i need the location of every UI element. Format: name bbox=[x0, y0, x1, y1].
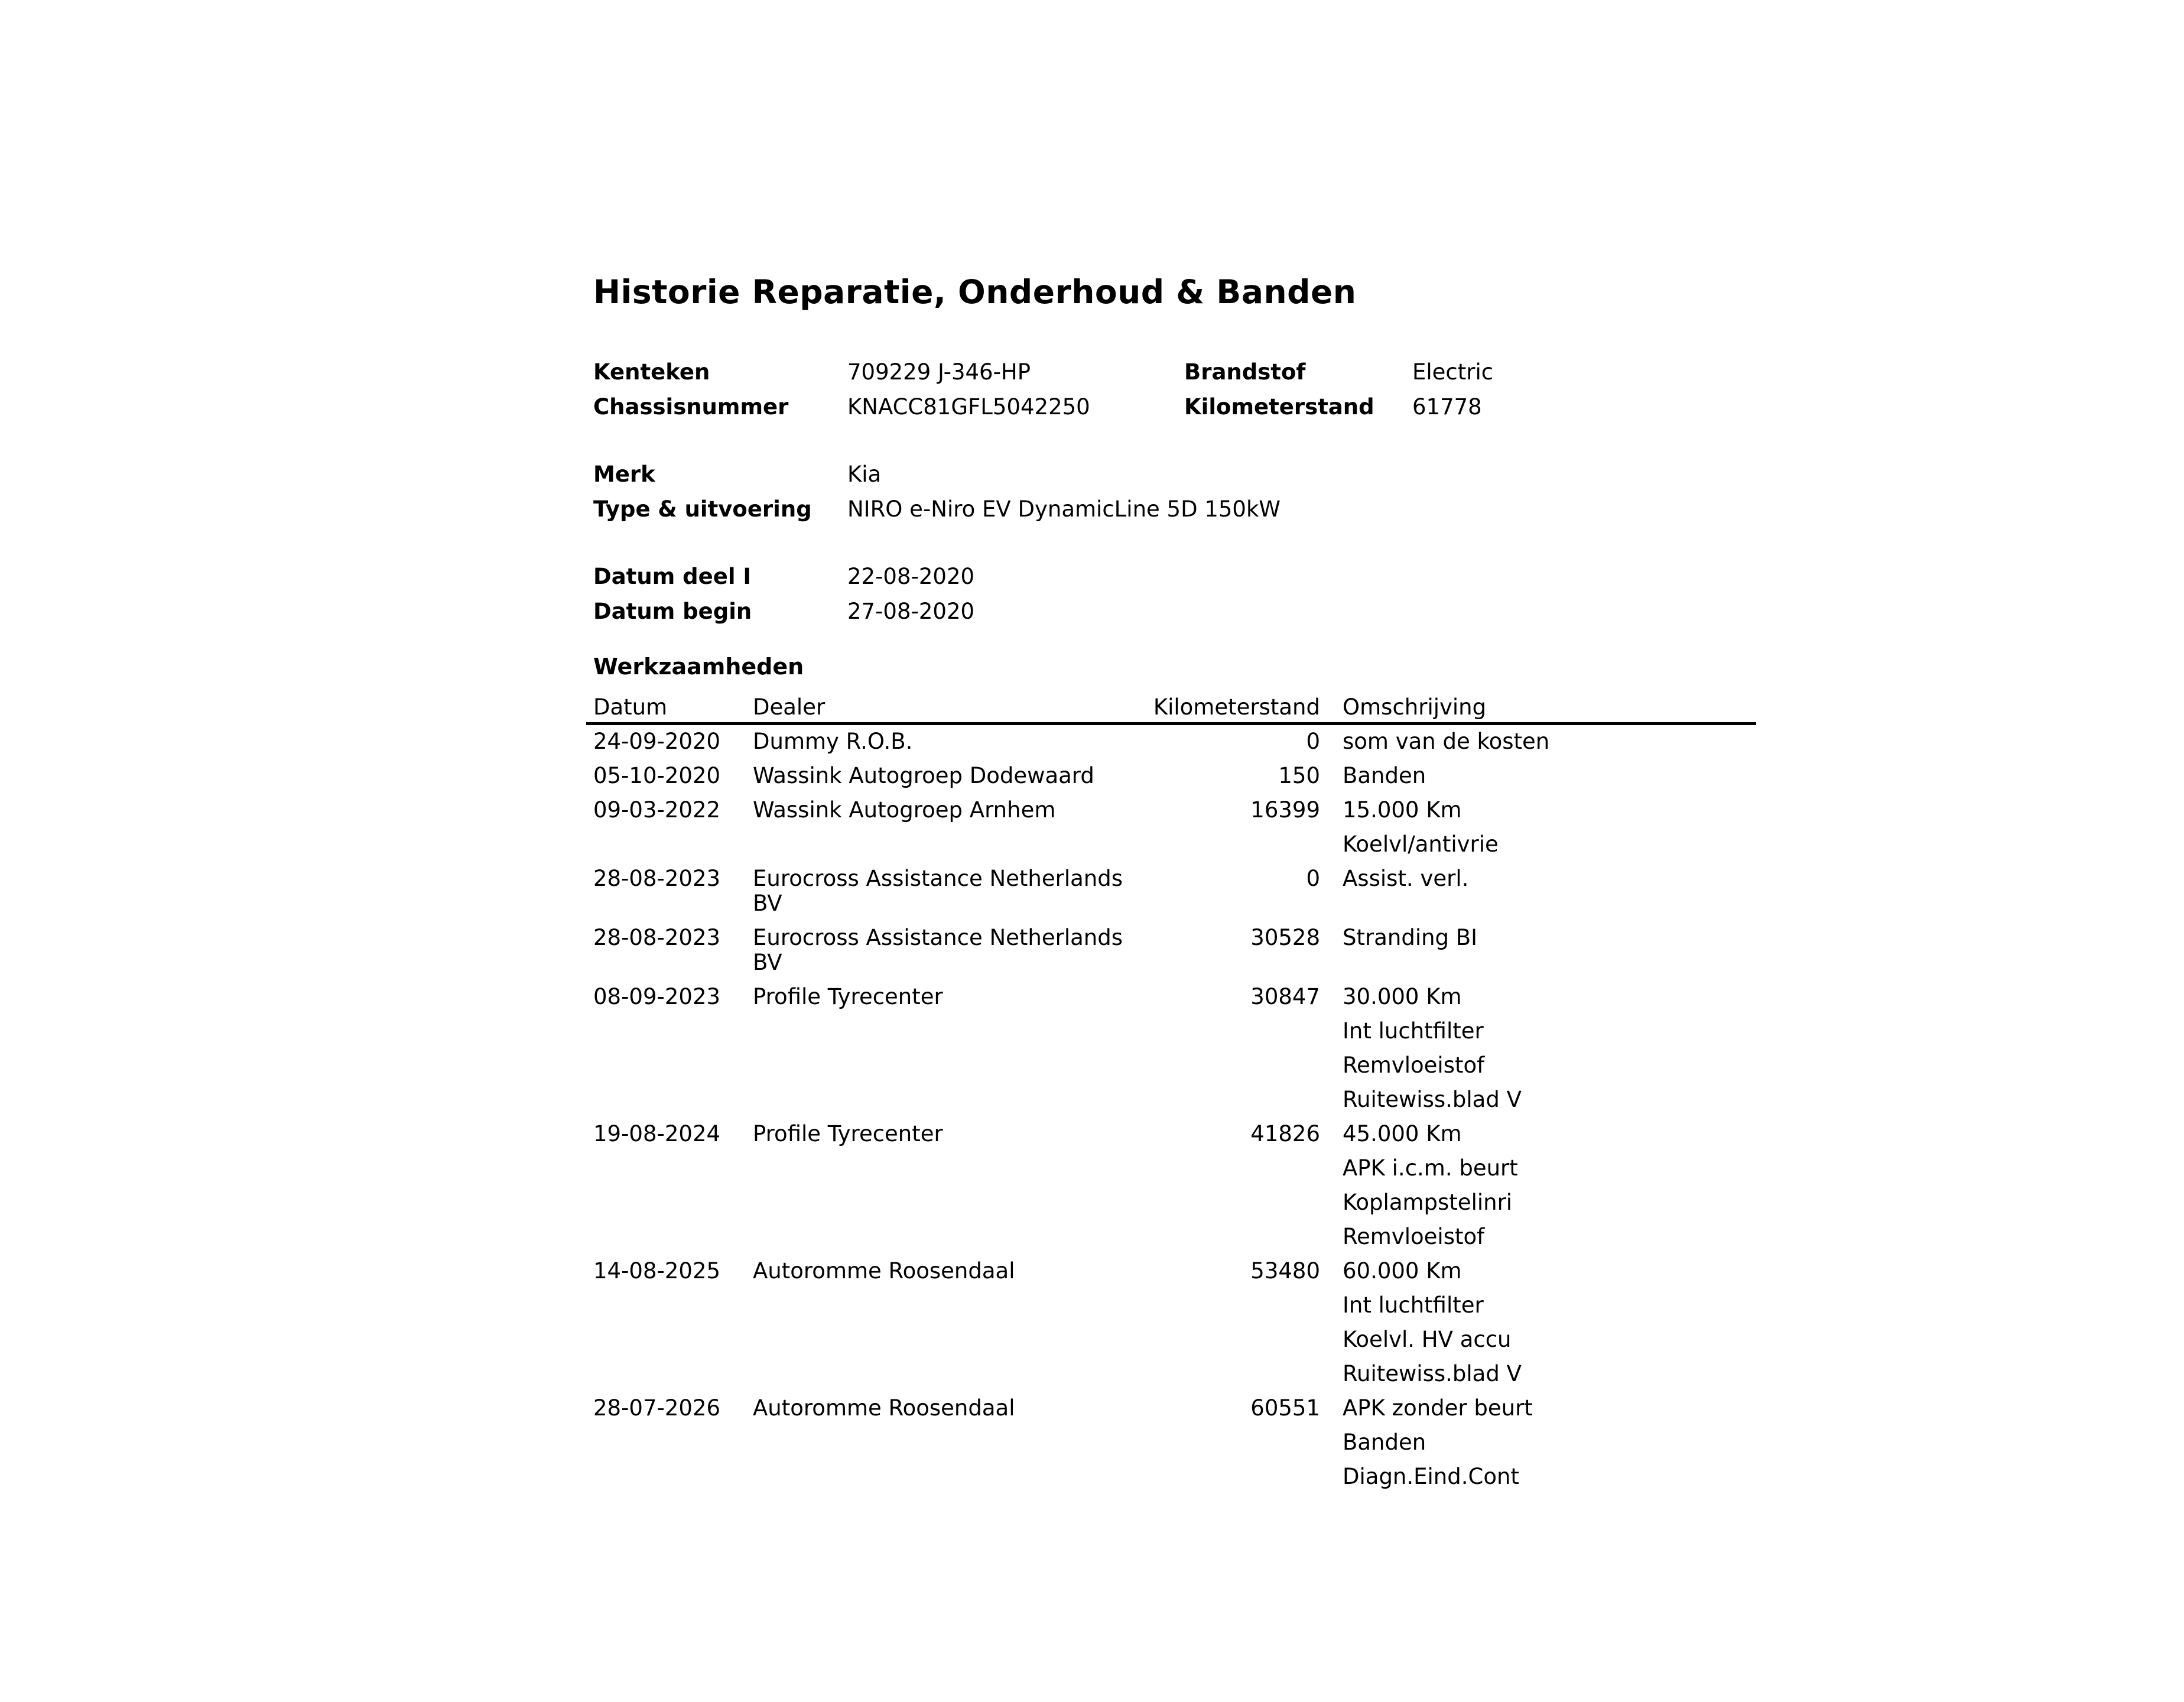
row-dealer: Dummy R.O.B. bbox=[753, 729, 913, 754]
row-dealer: Autoromme Roosendaal bbox=[753, 1395, 1015, 1421]
kenteken-label: Kenteken bbox=[593, 359, 710, 385]
omschrijving-line: Remvloeistof bbox=[1343, 1053, 1485, 1078]
row-datum: 28-08-2023 bbox=[593, 866, 721, 891]
row-datum: 08-09-2023 bbox=[593, 984, 721, 1009]
kilometerstand-label: Kilometerstand bbox=[1184, 394, 1374, 420]
row-dealer: Profile Tyrecenter bbox=[753, 984, 943, 1009]
brandstof-value: Electric bbox=[1412, 359, 1494, 385]
table-row bbox=[593, 727, 1763, 761]
row-datum: 28-08-2023 bbox=[593, 925, 721, 950]
omschrijving-line: Koelvl. HV accu bbox=[1343, 1327, 1512, 1352]
row-omschrijving bbox=[1343, 923, 1756, 957]
row-omschrijving bbox=[1343, 795, 1756, 864]
omschrijving-line: APK i.c.m. beurt bbox=[1343, 1155, 1518, 1181]
row-dealer: Eurocross Assistance Netherlands BV bbox=[753, 925, 1123, 975]
row-kilometerstand: 150 bbox=[1278, 763, 1320, 788]
werkzaamheden-table bbox=[593, 727, 1763, 1496]
row-kilometerstand: 30847 bbox=[1250, 984, 1320, 1009]
row-omschrijving bbox=[1343, 1394, 1756, 1496]
table-row bbox=[593, 1394, 1763, 1496]
row-kilometerstand: 60551 bbox=[1250, 1395, 1320, 1421]
omschrijving-line: Assist. verl. bbox=[1343, 866, 1469, 891]
row-dealer: Wassink Autogroep Dodewaard bbox=[753, 763, 1094, 788]
werkzaamheden-title: Werkzaamheden bbox=[593, 654, 804, 680]
row-datum: 09-03-2022 bbox=[593, 797, 721, 823]
omschrijving-line: Banden bbox=[1343, 1430, 1426, 1455]
type-label: Type & uitvoering bbox=[593, 496, 812, 522]
omschrijving-line: Koplampstelinri bbox=[1343, 1190, 1513, 1215]
kilometerstand-value: 61778 bbox=[1412, 394, 1482, 420]
omschrijving-line: Int luchtfilter bbox=[1343, 1292, 1484, 1318]
row-dealer: Profile Tyrecenter bbox=[753, 1121, 943, 1146]
row-dealer: Eurocross Assistance Netherlands BV bbox=[753, 866, 1123, 916]
row-kilometerstand: 0 bbox=[1306, 729, 1320, 754]
omschrijving-line: Banden bbox=[1343, 763, 1426, 788]
kenteken-value: 709229 J-346-HP bbox=[847, 359, 1031, 385]
datum-deel-value: 22-08-2020 bbox=[847, 564, 975, 589]
table-row bbox=[593, 795, 1763, 864]
omschrijving-line: 60.000 Km bbox=[1343, 1258, 1462, 1284]
row-kilometerstand: 30528 bbox=[1250, 925, 1320, 950]
table-row bbox=[593, 1119, 1763, 1256]
header-divider bbox=[586, 722, 1756, 725]
document-page bbox=[593, 0, 1775, 1702]
row-datum: 05-10-2020 bbox=[593, 763, 721, 788]
row-datum: 14-08-2025 bbox=[593, 1258, 721, 1284]
omschrijving-line: 45.000 Km bbox=[1343, 1121, 1462, 1146]
header-omschrijving: Omschrijving bbox=[1343, 694, 1487, 720]
table-row bbox=[593, 1256, 1763, 1394]
omschrijving-line: 15.000 Km bbox=[1343, 797, 1462, 823]
table-header bbox=[593, 693, 1763, 722]
header-datum: Datum bbox=[593, 694, 668, 720]
table-row bbox=[593, 923, 1763, 982]
row-omschrijving bbox=[1343, 1256, 1756, 1394]
row-kilometerstand: 41826 bbox=[1250, 1121, 1320, 1146]
header-kilometerstand: Kilometerstand bbox=[1153, 694, 1320, 720]
row-omschrijving bbox=[1343, 1119, 1756, 1256]
merk-label: Merk bbox=[593, 462, 655, 487]
table-row bbox=[593, 761, 1763, 795]
table-row bbox=[593, 982, 1763, 1119]
omschrijving-line: Koelvl/antivrie bbox=[1343, 831, 1499, 857]
omschrijving-line: Stranding BI bbox=[1343, 925, 1478, 950]
header-dealer: Dealer bbox=[753, 694, 826, 720]
row-omschrijving bbox=[1343, 864, 1756, 898]
chassisnummer-label: Chassisnummer bbox=[593, 394, 789, 420]
row-datum: 28-07-2026 bbox=[593, 1395, 721, 1421]
brandstof-label: Brandstof bbox=[1184, 359, 1306, 385]
row-datum: 19-08-2024 bbox=[593, 1121, 721, 1146]
datum-begin-label: Datum begin bbox=[593, 599, 752, 624]
row-datum: 24-09-2020 bbox=[593, 729, 721, 754]
omschrijving-line: Ruitewiss.blad V bbox=[1343, 1087, 1522, 1112]
row-omschrijving bbox=[1343, 982, 1756, 1119]
row-omschrijving bbox=[1343, 761, 1756, 795]
row-omschrijving bbox=[1343, 727, 1756, 761]
row-dealer: Autoromme Roosendaal bbox=[753, 1258, 1015, 1284]
omschrijving-line: APK zonder beurt bbox=[1343, 1395, 1533, 1421]
omschrijving-line: 30.000 Km bbox=[1343, 984, 1462, 1009]
row-kilometerstand: 0 bbox=[1306, 866, 1320, 891]
row-dealer: Wassink Autogroep Arnhem bbox=[753, 797, 1056, 823]
row-kilometerstand: 53480 bbox=[1250, 1258, 1320, 1284]
datum-begin-value: 27-08-2020 bbox=[847, 599, 975, 624]
omschrijving-line: Int luchtfilter bbox=[1343, 1018, 1484, 1044]
omschrijving-line: Ruitewiss.blad V bbox=[1343, 1361, 1522, 1386]
type-value: NIRO e-Niro EV DynamicLine 5D 150kW bbox=[847, 496, 1280, 522]
datum-deel-label: Datum deel I bbox=[593, 564, 752, 589]
row-kilometerstand: 16399 bbox=[1250, 797, 1320, 823]
chassisnummer-value: KNACC81GFL5042250 bbox=[847, 394, 1090, 420]
merk-value: Kia bbox=[847, 462, 882, 487]
omschrijving-line: Diagn.Eind.Cont bbox=[1343, 1464, 1519, 1489]
omschrijving-line: Remvloeistof bbox=[1343, 1224, 1485, 1249]
page-title: Historie Reparatie, Onderhoud & Banden bbox=[593, 273, 1357, 311]
omschrijving-line: som van de kosten bbox=[1343, 729, 1550, 754]
table-row bbox=[593, 864, 1763, 923]
